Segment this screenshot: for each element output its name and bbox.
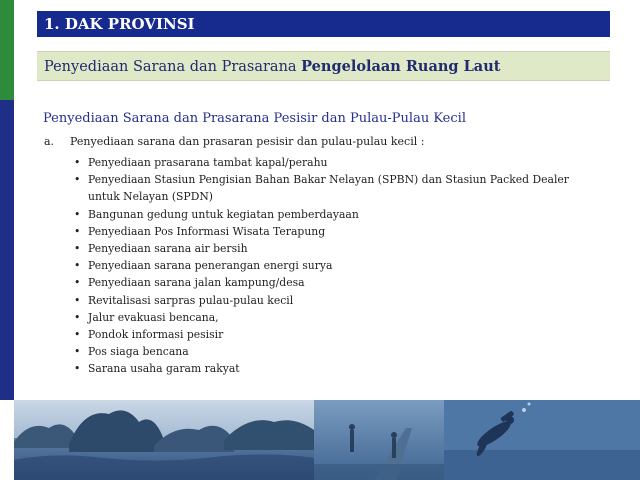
subtitle-bar <box>37 51 610 81</box>
bullet-item: • Penyediaan sarana jalan kampung/desa <box>74 274 594 291</box>
subtitle-bold: Pengelolaan Ruang Laut <box>301 58 501 75</box>
bullet-item: • Bangunan gedung untuk kegiatan pemberdayaan <box>74 206 594 223</box>
bullet-item: • Penyediaan sarana air bersih <box>74 240 594 257</box>
bullet-item: • Sarana usaha garam rakyat <box>74 360 594 377</box>
list-item-a <box>44 135 604 148</box>
list-item-marker: a. <box>44 135 55 148</box>
photo-pier <box>314 400 444 480</box>
bullet-item: • Penyediaan Pos Informasi Wisata Terapung <box>74 223 594 240</box>
bullet-list <box>74 154 594 378</box>
bullet-item: • Penyediaan prasarana tambat kapal/perahu <box>74 154 594 171</box>
photo-diver <box>444 400 640 480</box>
bullet-item: • Pondok informasi pesisir <box>74 326 594 343</box>
bullet-item: • Penyediaan Stasiun Pengisian Bahan Bakar Nelayan (SPBN) dan Stasiun Packed Dealer untuk Nelayan (SPDN) <box>74 171 594 205</box>
list-item-text: Penyediaan sarana dan prasaran pesisir dan pulau-pulau kecil : <box>70 135 425 148</box>
bullet-item: • Revitalisasi sarpras pulau-pulau kecil <box>74 292 594 309</box>
bullet-item: • Jalur evakuasi bencana, <box>74 309 594 326</box>
photo-collage <box>14 400 640 480</box>
photo-islands <box>14 400 314 480</box>
bullet-item: • Penyediaan sarana penerangan energi surya <box>74 257 594 274</box>
subtitle-regular: Penyediaan Sarana dan Prasarana <box>44 59 302 75</box>
section-heading: Penyediaan Sarana dan Prasarana Pesisir dan Pulau-Pulau Kecil <box>43 111 466 126</box>
bullet-item: • Pos siaga bencana <box>74 343 594 360</box>
edge-accent-blue <box>0 100 14 400</box>
page-title-bar <box>37 11 610 37</box>
photo-strip <box>14 400 640 480</box>
page-title: 1. DAK PROVINSI <box>44 15 195 33</box>
edge-accent-green <box>0 0 14 100</box>
